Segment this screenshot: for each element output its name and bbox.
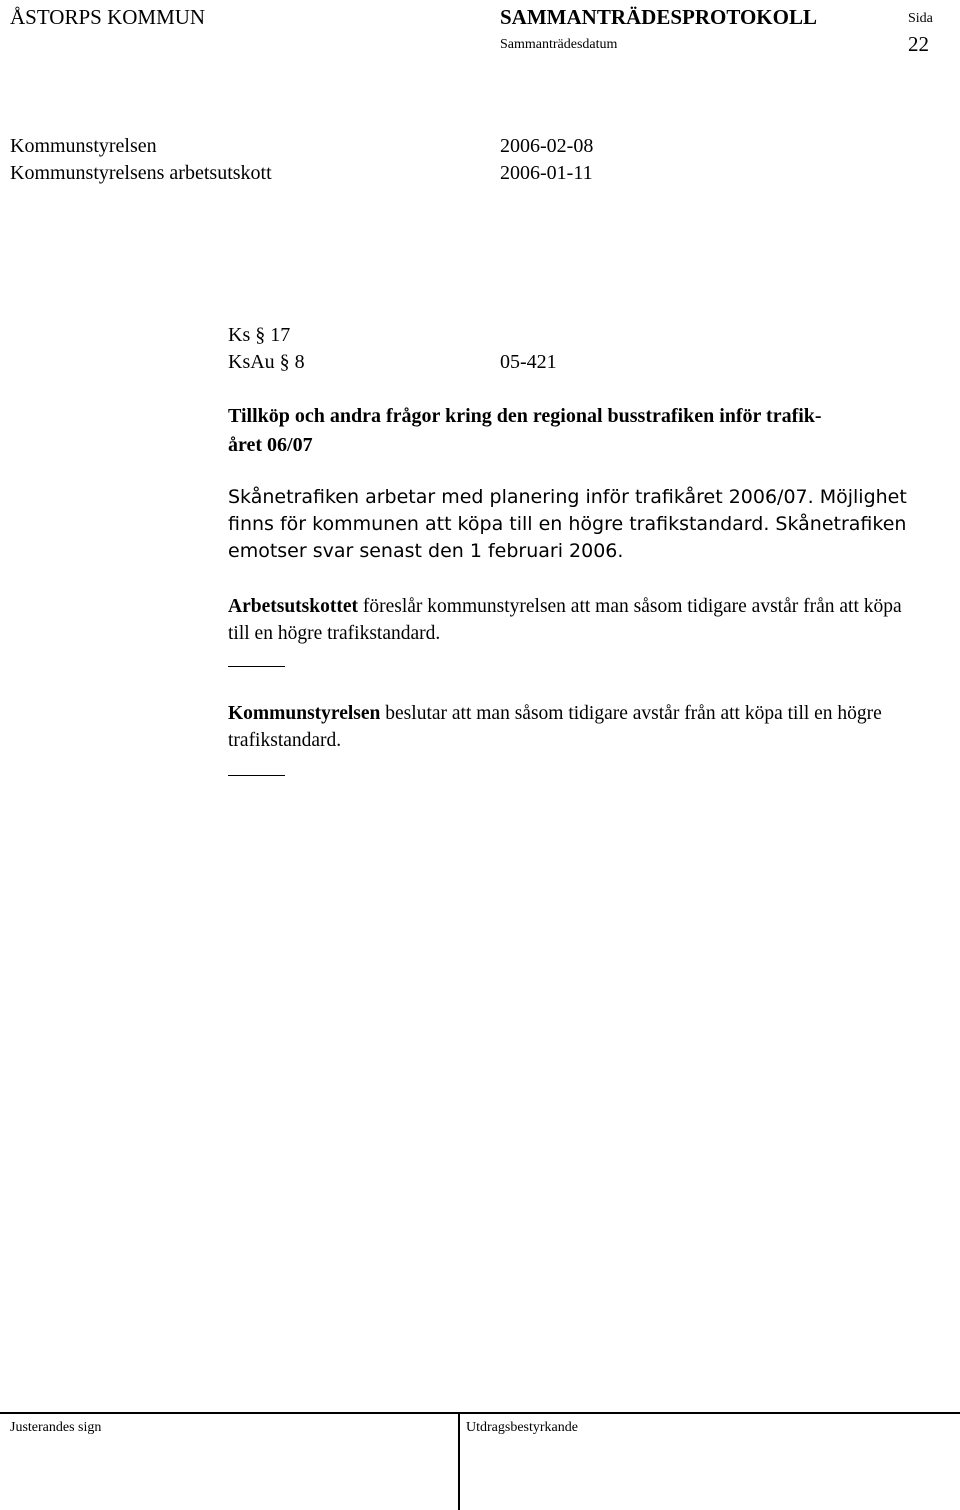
decision-text: beslutar att man såsom tidigare avstår från att köpa till en högre trafikstandard. xyxy=(228,703,882,751)
meeting-date-label: Sammanträdesdatum xyxy=(500,37,618,52)
meeting-body: Kommunstyrelsen xyxy=(10,135,157,157)
separator-line xyxy=(228,775,285,776)
background-paragraph: Skånetrafiken arbetar med planering inför trafikåret 2006/07. Möjlighet finns för kommunen att köpa till en högre trafikstandard. Skånetrafiken emotser svar senast den 1 februari 2006. xyxy=(228,486,907,562)
proposal-text: föreslår kommunstyrelsen att man såsom tidigare avstår från att köpa till en högre trafikstandard. xyxy=(228,596,902,644)
meeting-date: 2006-01-11 xyxy=(500,162,593,184)
case-number: 05-421 xyxy=(500,351,557,373)
matter-title-line-2: året 06/07 xyxy=(228,434,313,456)
matter-title-line-1: Tillköp och andra frågor kring den regional busstrafiken inför trafik- xyxy=(228,405,822,427)
decision-body: Kommunstyrelsen xyxy=(228,703,381,724)
meeting-date: 2006-02-08 xyxy=(500,135,594,157)
proposal-body: Arbetsutskottet xyxy=(228,596,358,617)
organization-name: ÅSTORPS KOMMUN xyxy=(10,5,206,29)
footer-divider xyxy=(0,1412,960,1414)
ks-paragraph: Ks § 17 xyxy=(228,324,291,346)
ksau-paragraph: KsAu § 8 xyxy=(228,351,305,373)
decision-paragraph xyxy=(228,700,928,754)
meeting-body: Kommunstyrelsens arbetsutskott xyxy=(10,162,272,184)
extract-certification-label: Utdragsbestyrkande xyxy=(466,1420,578,1435)
document-type: SAMMANTRÄDESPROTOKOLL xyxy=(500,5,817,29)
proposal-paragraph xyxy=(228,593,928,647)
page-number: 22 xyxy=(908,32,929,56)
adjuster-signature-label: Justerandes sign xyxy=(10,1420,102,1435)
footer-column-divider xyxy=(458,1412,460,1510)
separator-line xyxy=(228,666,285,667)
matter-title xyxy=(228,402,928,460)
page-label: Sida xyxy=(908,11,933,26)
